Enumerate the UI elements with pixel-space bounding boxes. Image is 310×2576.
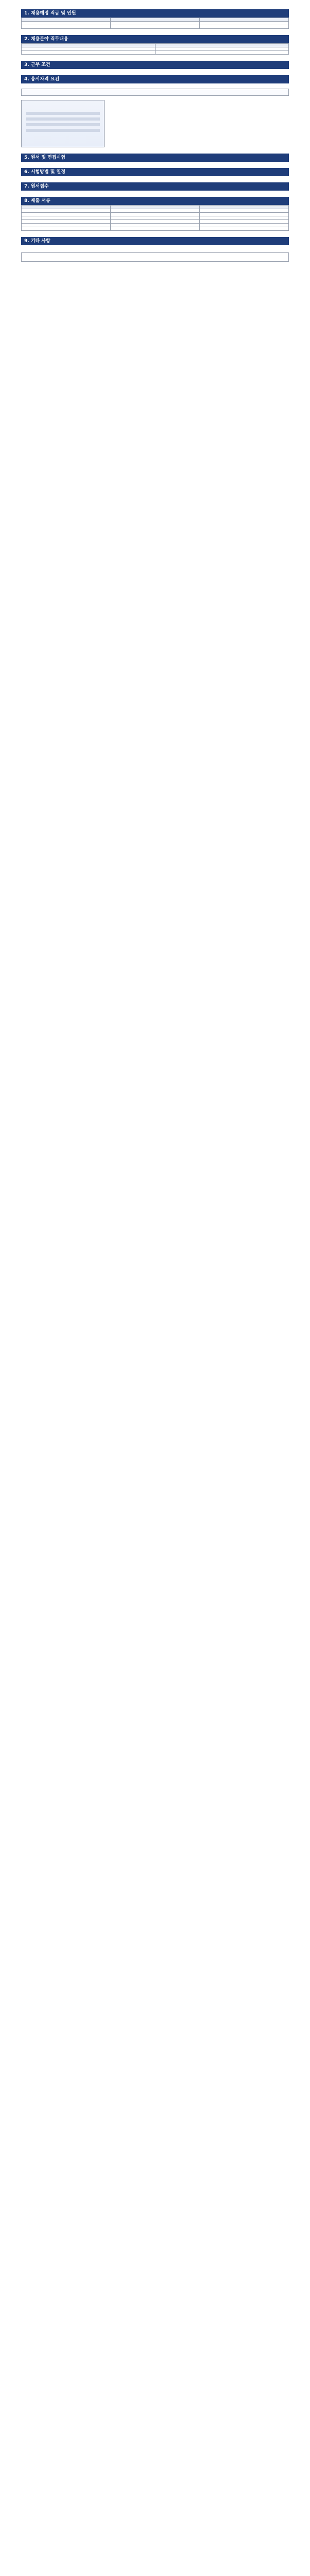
table-cell [155,51,289,55]
table-row [22,227,289,231]
table-cell [22,51,156,55]
table-cell [22,224,111,227]
table-cell [111,227,200,231]
table-header [200,206,289,209]
table-cell [111,220,200,224]
table-cell [22,216,111,220]
table-cell [111,22,200,25]
illustration-row [21,100,289,147]
table-cell [200,213,289,216]
table-header [111,18,200,22]
table-cell [111,224,200,227]
table-cell [111,213,200,216]
table-header [200,18,289,22]
table-cell [200,216,289,220]
table-row [22,25,289,29]
table-cell [200,25,289,29]
section-2-heading: 2. 채용분야 직무내용 [21,35,289,43]
bottom-spacer [21,262,289,277]
table-cell [111,216,200,220]
table-row [22,220,289,224]
table-cell [22,227,111,231]
table-cell [200,22,289,25]
table-header [155,44,289,47]
table-cell [22,209,111,213]
section-8-table [21,205,289,231]
section-7-heading: 7. 원서접수 [21,182,289,191]
section-3-heading: 3. 근무 조건 [21,61,289,69]
table-header [22,44,156,47]
table-cell [200,227,289,231]
table-cell [200,220,289,224]
table-cell [22,22,111,25]
section-6-heading: 6. 시험방법 및 일정 [21,168,289,176]
table-row [22,213,289,216]
section-9-heading: 9. 기타 사항 [21,237,289,245]
table-cell [155,47,289,51]
table-cell [22,220,111,224]
footer-box [21,252,289,262]
table-cell [22,213,111,216]
section-4-more-text [109,100,289,147]
illustration-thumbnail [21,100,105,147]
section-1-table [21,18,289,29]
eligibility-box [21,89,289,96]
section-2-table [21,43,289,55]
section-1-heading: 1. 채용예정 직급 및 인원 [21,9,289,18]
document [21,9,289,277]
table-cell [22,25,111,29]
table-cell [200,224,289,227]
table-cell [111,209,200,213]
table-row [22,22,289,25]
table-cell [200,209,289,213]
table-cell [111,25,200,29]
table-row [22,224,289,227]
thumbnail-lines [26,112,100,134]
table-row [22,47,289,51]
table-header [22,206,111,209]
table-header [111,206,200,209]
table-row [22,51,289,55]
section-5-heading: 5. 원서 및 면접시험 [21,154,289,162]
table-cell [22,47,156,51]
table-header [22,18,111,22]
section-8-heading: 8. 제출 서류 [21,197,289,205]
section-4-heading: 4. 응시자격 요건 [21,75,289,83]
table-row [22,216,289,220]
table-row [22,209,289,213]
